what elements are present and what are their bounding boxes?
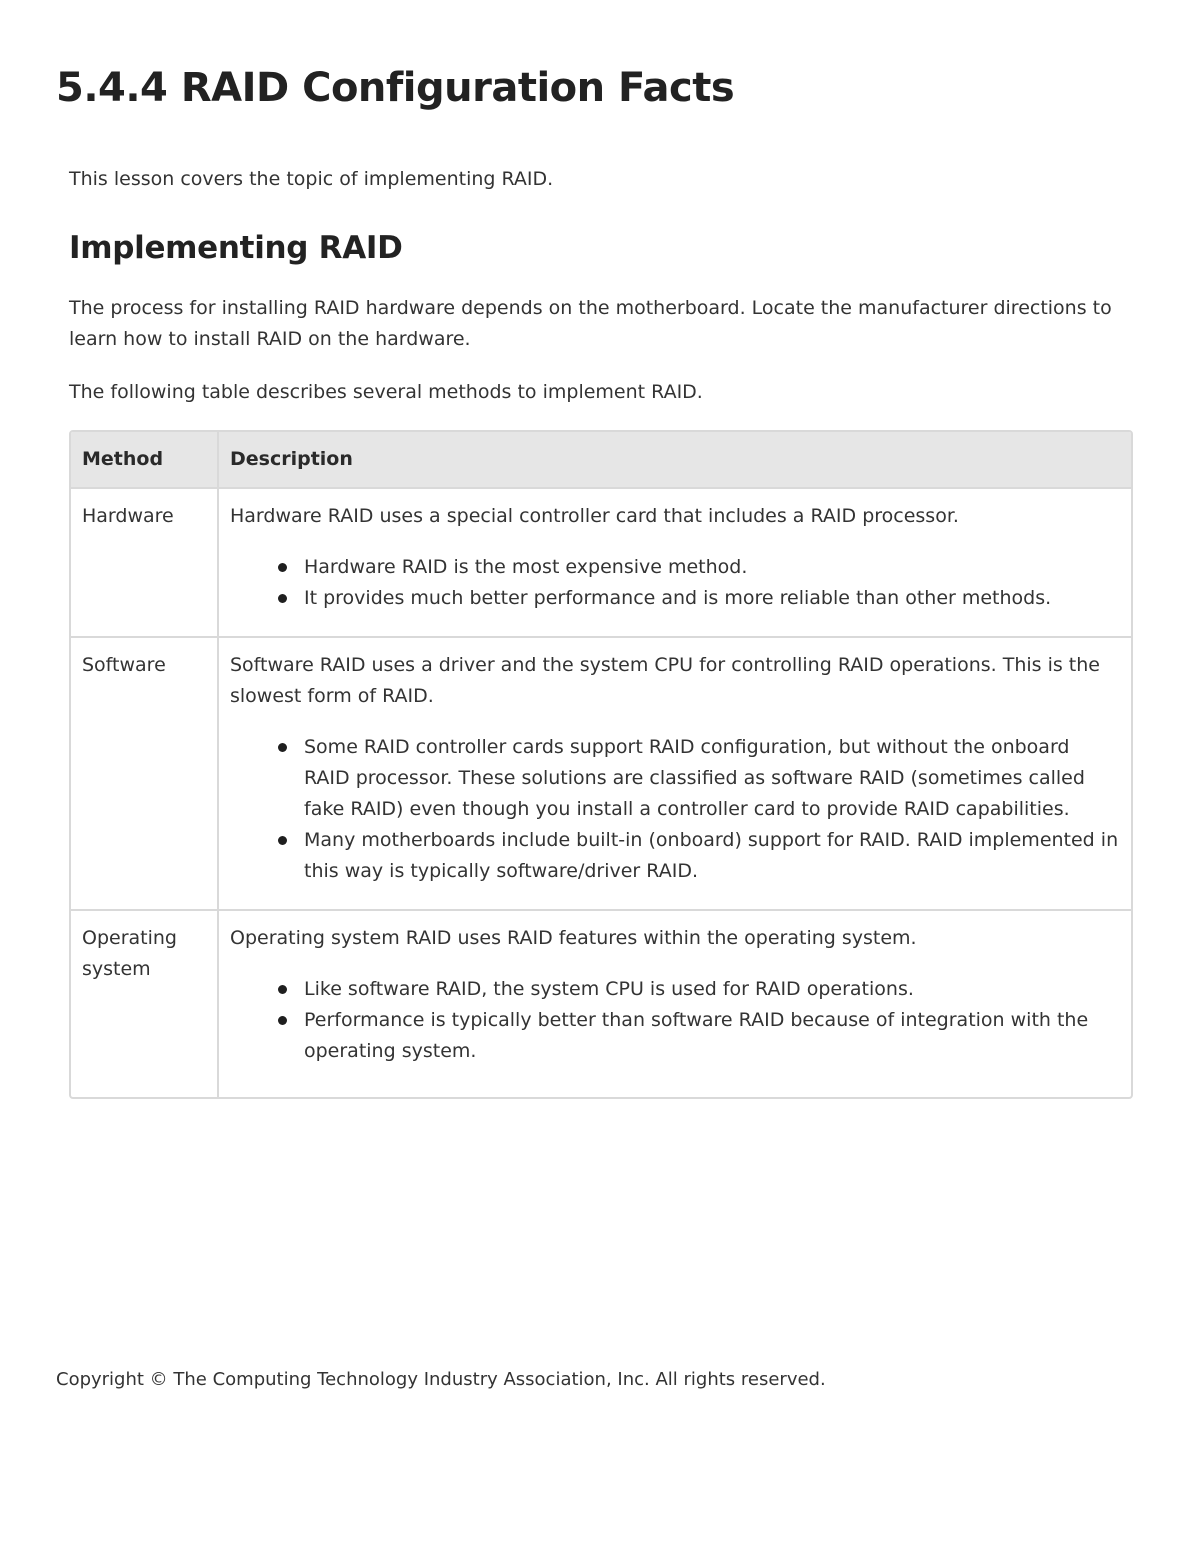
process-paragraph: The process for installing RAID hardware depends on the motherboard. Locate the manufacturer directions to learn how to install RAID on the hardware.: [69, 297, 1112, 350]
list-item: Many motherboards include built-in (onboard) support for RAID. RAID implemented in this way is typically software/driver RAID.: [304, 825, 1120, 887]
table-intro-paragraph: The following table describes several methods to implement RAID.: [69, 381, 703, 403]
table-row: [71, 637, 1131, 910]
list-item: Some RAID controller cards support RAID configuration, but without the onboard RAID processor. These solutions are classified as software RAID (sometimes called fake RAID) even though you install a controller card to provide RAID capabilities.: [304, 732, 1120, 825]
bullet-list: [230, 974, 1120, 1067]
method-cell: Operating system: [71, 910, 218, 1097]
description-text: Software RAID uses a driver and the system CPU for controlling RAID operations. This is the slowest form of RAID.: [230, 654, 1100, 707]
description-text: Operating system RAID uses RAID features within the operating system.: [230, 927, 917, 949]
bullet-list: [230, 732, 1120, 887]
table-body: [71, 488, 1131, 1097]
table-row: [71, 910, 1131, 1097]
page-title: 5.4.4 RAID Configuration Facts: [56, 65, 735, 111]
method-cell: Hardware: [71, 488, 218, 637]
list-item: Performance is typically better than software RAID because of integration with the operating system.: [304, 1005, 1120, 1067]
column-header-method: Method: [71, 432, 218, 488]
description-cell: [218, 637, 1131, 910]
table-header-row: [71, 432, 1131, 488]
section-heading: Implementing RAID: [69, 230, 403, 266]
description-text: Hardware RAID uses a special controller card that includes a RAID processor.: [230, 505, 959, 527]
bullet-list: [230, 552, 1120, 614]
list-item: Like software RAID, the system CPU is used for RAID operations.: [304, 974, 1120, 1005]
copyright-footer: Copyright © The Computing Technology Industry Association, Inc. All rights reserved.: [56, 1369, 826, 1390]
list-item: It provides much better performance and is more reliable than other methods.: [304, 583, 1120, 614]
intro-text: This lesson covers the topic of implementing RAID.: [69, 168, 554, 190]
column-header-description: Description: [218, 432, 1131, 488]
table: [71, 432, 1131, 1097]
description-cell: [218, 488, 1131, 637]
list-item: Hardware RAID is the most expensive method.: [304, 552, 1120, 583]
table-row: [71, 488, 1131, 637]
raid-methods-table: [69, 430, 1133, 1099]
table-header: [71, 432, 1131, 488]
lesson-content: [69, 164, 1133, 1099]
method-cell: Software: [71, 637, 218, 910]
description-cell: [218, 910, 1131, 1097]
